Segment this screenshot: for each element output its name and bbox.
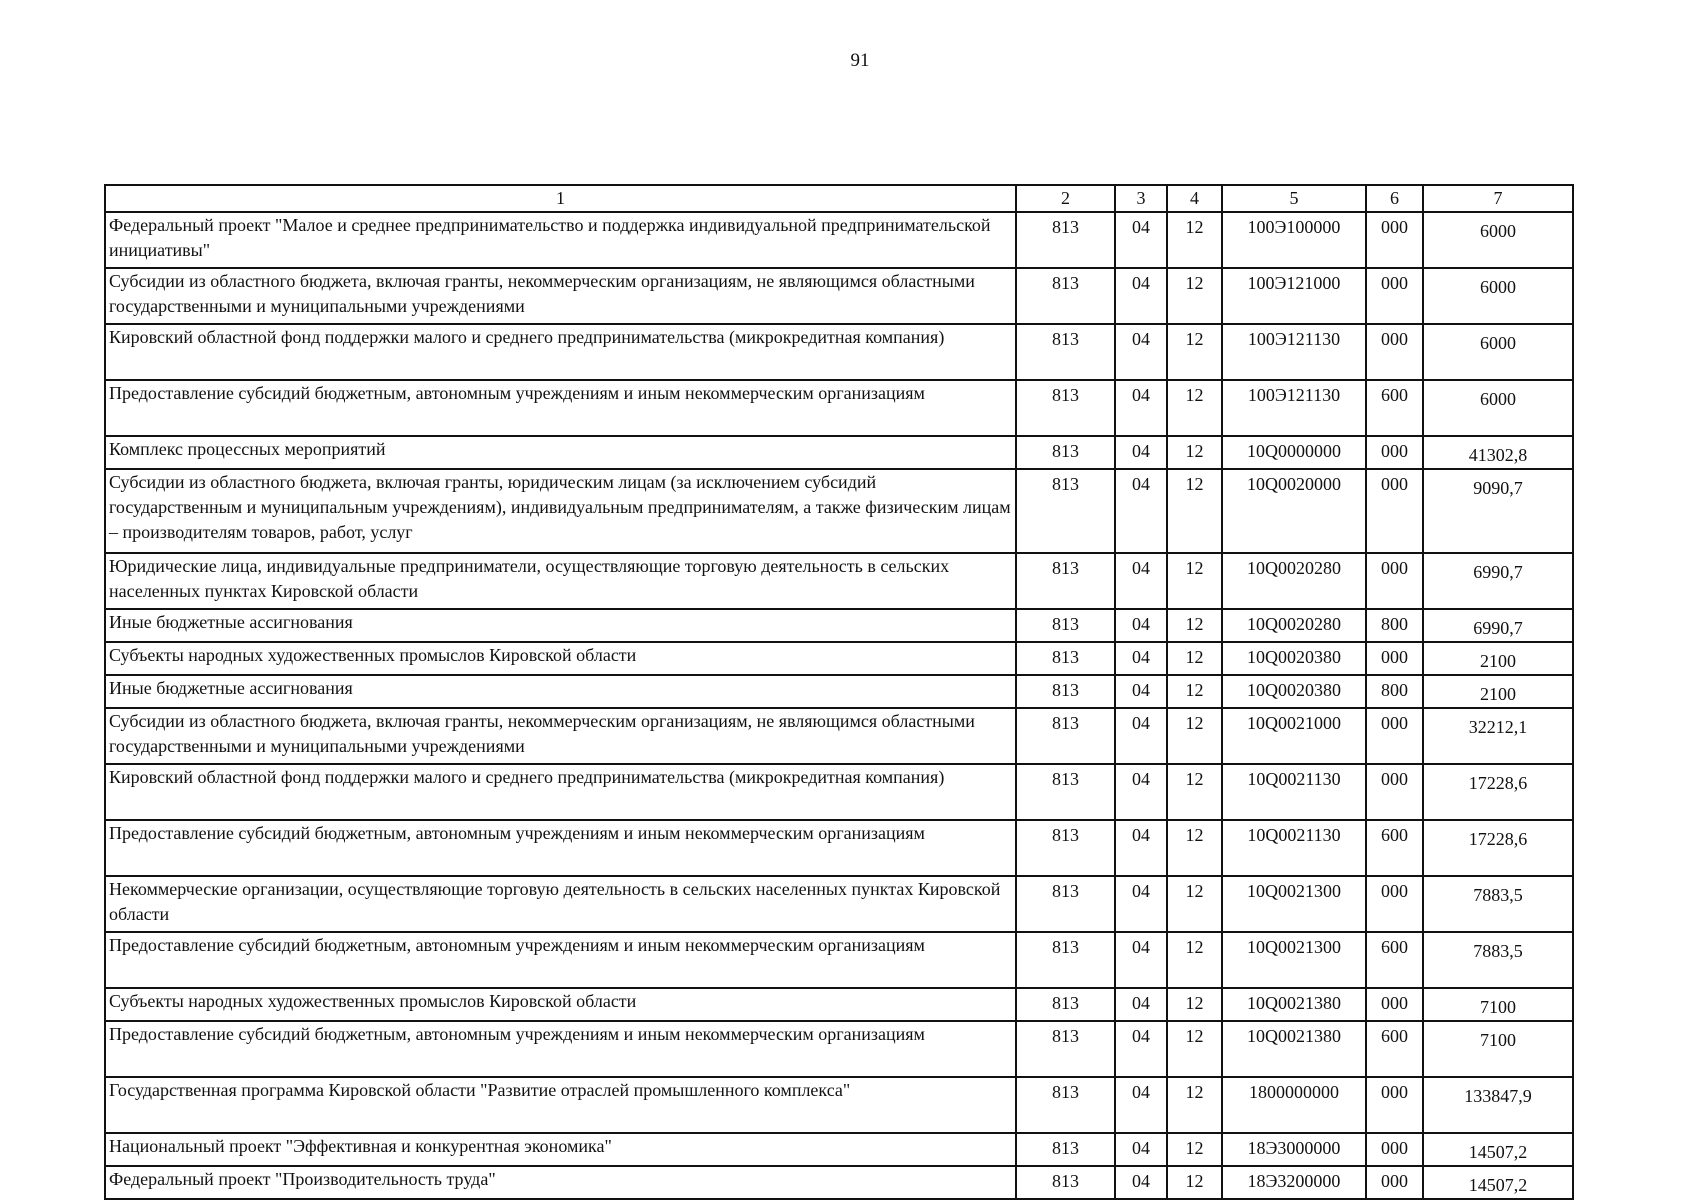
table-row — [105, 609, 1573, 642]
row-amount: 6990,7 — [1423, 553, 1573, 609]
row-col-3: 04 — [1115, 820, 1167, 876]
row-col-4: 12 — [1167, 212, 1222, 268]
row-amount: 7100 — [1423, 988, 1573, 1021]
row-col-6: 000 — [1366, 876, 1423, 932]
row-amount: 17228,6 — [1423, 820, 1573, 876]
table-row — [105, 380, 1573, 436]
table-row — [105, 436, 1573, 469]
row-col-3: 04 — [1115, 324, 1167, 380]
row-name: Некоммерческие организации, осуществляющие торговую деятельность в сельских населенных пунктах Кировской области — [105, 876, 1016, 932]
row-col-6: 000 — [1366, 553, 1423, 609]
column-header: 7 — [1423, 185, 1573, 212]
row-col-2: 813 — [1016, 1021, 1115, 1077]
row-col-4: 12 — [1167, 876, 1222, 932]
row-col-3: 04 — [1115, 553, 1167, 609]
row-amount: 6000 — [1423, 268, 1573, 324]
row-col-3: 04 — [1115, 988, 1167, 1021]
row-col-5: 10Q0020280 — [1222, 609, 1366, 642]
row-col-4: 12 — [1167, 1133, 1222, 1166]
row-col-5: 1800000000 — [1222, 1077, 1366, 1133]
table-row — [105, 1021, 1573, 1077]
table-row — [105, 212, 1573, 268]
row-col-6: 800 — [1366, 609, 1423, 642]
row-col-3: 04 — [1115, 642, 1167, 675]
row-name: Федеральный проект "Малое и среднее предпринимательство и поддержка индивидуальной предпринимательской инициативы" — [105, 212, 1016, 268]
row-name: Субсидии из областного бюджета, включая гранты, некоммерческим организациям, не являющимся областными государственными и муниципальными учреждениями — [105, 708, 1016, 764]
row-name: Субсидии из областного бюджета, включая гранты, некоммерческим организациям, не являющимся областными государственными и муниципальными учреждениями — [105, 268, 1016, 324]
row-col-2: 813 — [1016, 324, 1115, 380]
row-col-3: 04 — [1115, 708, 1167, 764]
row-amount: 6000 — [1423, 324, 1573, 380]
row-col-3: 04 — [1115, 1133, 1167, 1166]
row-col-6: 000 — [1366, 212, 1423, 268]
row-col-2: 813 — [1016, 764, 1115, 820]
row-col-3: 04 — [1115, 268, 1167, 324]
row-name: Государственная программа Кировской области "Развитие отраслей промышленного комплекса" — [105, 1077, 1016, 1133]
row-col-2: 813 — [1016, 380, 1115, 436]
row-col-2: 813 — [1016, 675, 1115, 708]
row-name: Субъекты народных художественных промыслов Кировской области — [105, 988, 1016, 1021]
row-col-2: 813 — [1016, 469, 1115, 553]
row-amount: 7883,5 — [1423, 876, 1573, 932]
row-col-5: 100Э121000 — [1222, 268, 1366, 324]
row-amount: 6000 — [1423, 212, 1573, 268]
row-col-6: 000 — [1366, 642, 1423, 675]
row-col-4: 12 — [1167, 988, 1222, 1021]
column-header: 3 — [1115, 185, 1167, 212]
table-row — [105, 764, 1573, 820]
row-col-5: 10Q0020380 — [1222, 642, 1366, 675]
row-col-4: 12 — [1167, 380, 1222, 436]
row-col-3: 04 — [1115, 764, 1167, 820]
row-col-2: 813 — [1016, 212, 1115, 268]
row-col-2: 813 — [1016, 932, 1115, 988]
table-row — [105, 988, 1573, 1021]
row-name: Субсидии из областного бюджета, включая гранты, юридическим лицам (за исключением субсидий государственным и муниципальным учреждениям), индивидуальным предпринимателям, а также физическим лицам – производителям товаров, работ, услуг — [105, 469, 1016, 553]
row-col-5: 18Э3200000 — [1222, 1166, 1366, 1199]
row-amount: 6000 — [1423, 380, 1573, 436]
row-col-5: 10Q0021130 — [1222, 820, 1366, 876]
row-name: Предоставление субсидий бюджетным, автономным учреждениям и иным некоммерческим организациям — [105, 932, 1016, 988]
row-col-6: 000 — [1366, 988, 1423, 1021]
table-row — [105, 675, 1573, 708]
table-row — [105, 932, 1573, 988]
row-amount: 17228,6 — [1423, 764, 1573, 820]
row-col-6: 000 — [1366, 708, 1423, 764]
column-header: 1 — [105, 185, 1016, 212]
row-col-6: 000 — [1366, 1133, 1423, 1166]
row-amount: 133847,9 — [1423, 1077, 1573, 1133]
row-col-6: 000 — [1366, 469, 1423, 553]
row-col-6: 600 — [1366, 1021, 1423, 1077]
table-row — [105, 1077, 1573, 1133]
row-amount: 2100 — [1423, 642, 1573, 675]
row-col-4: 12 — [1167, 820, 1222, 876]
row-col-5: 10Q0021300 — [1222, 932, 1366, 988]
row-col-5: 18Э3000000 — [1222, 1133, 1366, 1166]
row-col-3: 04 — [1115, 469, 1167, 553]
table-row — [105, 268, 1573, 324]
row-col-2: 813 — [1016, 1166, 1115, 1199]
row-col-6: 000 — [1366, 764, 1423, 820]
table-row — [105, 876, 1573, 932]
row-amount: 7883,5 — [1423, 932, 1573, 988]
row-col-4: 12 — [1167, 1077, 1222, 1133]
row-col-4: 12 — [1167, 553, 1222, 609]
row-col-3: 04 — [1115, 675, 1167, 708]
row-col-5: 100Э121130 — [1222, 324, 1366, 380]
row-name: Федеральный проект "Производительность труда" — [105, 1166, 1016, 1199]
row-amount: 6990,7 — [1423, 609, 1573, 642]
row-col-4: 12 — [1167, 932, 1222, 988]
row-amount: 32212,1 — [1423, 708, 1573, 764]
table-row — [105, 708, 1573, 764]
row-col-5: 10Q0021130 — [1222, 764, 1366, 820]
row-col-3: 04 — [1115, 212, 1167, 268]
row-name: Иные бюджетные ассигнования — [105, 609, 1016, 642]
row-col-2: 813 — [1016, 268, 1115, 324]
column-header: 5 — [1222, 185, 1366, 212]
table-row — [105, 469, 1573, 553]
row-col-2: 813 — [1016, 820, 1115, 876]
row-amount: 9090,7 — [1423, 469, 1573, 553]
row-col-5: 10Q0020380 — [1222, 675, 1366, 708]
row-col-3: 04 — [1115, 380, 1167, 436]
row-col-2: 813 — [1016, 1077, 1115, 1133]
row-col-3: 04 — [1115, 1166, 1167, 1199]
row-col-3: 04 — [1115, 1077, 1167, 1133]
row-col-2: 813 — [1016, 642, 1115, 675]
row-col-3: 04 — [1115, 1021, 1167, 1077]
row-col-5: 10Q0021380 — [1222, 988, 1366, 1021]
row-col-4: 12 — [1167, 764, 1222, 820]
row-col-5: 10Q0000000 — [1222, 436, 1366, 469]
row-col-6: 000 — [1366, 324, 1423, 380]
row-col-2: 813 — [1016, 609, 1115, 642]
table-row — [105, 1133, 1573, 1166]
row-col-4: 12 — [1167, 609, 1222, 642]
row-name: Предоставление субсидий бюджетным, автономным учреждениям и иным некоммерческим организациям — [105, 820, 1016, 876]
row-name: Предоставление субсидий бюджетным, автономным учреждениям и иным некоммерческим организациям — [105, 1021, 1016, 1077]
row-name: Юридические лица, индивидуальные предприниматели, осуществляющие торговую деятельность в сельских населенных пунктах Кировской области — [105, 553, 1016, 609]
budget-table — [104, 184, 1574, 1200]
row-col-6: 800 — [1366, 675, 1423, 708]
table-row — [105, 1166, 1573, 1199]
row-col-5: 10Q0021300 — [1222, 876, 1366, 932]
row-col-4: 12 — [1167, 1166, 1222, 1199]
row-amount: 41302,8 — [1423, 436, 1573, 469]
row-col-3: 04 — [1115, 436, 1167, 469]
column-header: 4 — [1167, 185, 1222, 212]
row-name: Кировский областной фонд поддержки малого и среднего предпринимательства (микрокредитная компания) — [105, 764, 1016, 820]
column-header: 2 — [1016, 185, 1115, 212]
row-col-4: 12 — [1167, 708, 1222, 764]
row-col-6: 600 — [1366, 380, 1423, 436]
column-header: 6 — [1366, 185, 1423, 212]
row-amount: 7100 — [1423, 1021, 1573, 1077]
table-row — [105, 553, 1573, 609]
row-col-3: 04 — [1115, 609, 1167, 642]
row-col-4: 12 — [1167, 1021, 1222, 1077]
row-col-2: 813 — [1016, 708, 1115, 764]
row-col-2: 813 — [1016, 876, 1115, 932]
row-name: Национальный проект "Эффективная и конкурентная экономика" — [105, 1133, 1016, 1166]
row-name: Комплекс процессных мероприятий — [105, 436, 1016, 469]
row-col-4: 12 — [1167, 268, 1222, 324]
row-name: Иные бюджетные ассигнования — [105, 675, 1016, 708]
row-col-6: 600 — [1366, 820, 1423, 876]
row-name: Кировский областной фонд поддержки малого и среднего предпринимательства (микрокредитная компания) — [105, 324, 1016, 380]
row-amount: 14507,2 — [1423, 1166, 1573, 1199]
page-number: 91 — [850, 50, 870, 71]
row-col-5: 100Э121130 — [1222, 380, 1366, 436]
row-col-4: 12 — [1167, 324, 1222, 380]
row-col-6: 000 — [1366, 436, 1423, 469]
row-col-6: 000 — [1366, 1166, 1423, 1199]
row-name: Предоставление субсидий бюджетным, автономным учреждениям и иным некоммерческим организациям — [105, 380, 1016, 436]
row-col-4: 12 — [1167, 675, 1222, 708]
table-row — [105, 642, 1573, 675]
row-col-6: 000 — [1366, 1077, 1423, 1133]
row-col-2: 813 — [1016, 988, 1115, 1021]
row-col-4: 12 — [1167, 642, 1222, 675]
table-row — [105, 820, 1573, 876]
row-amount: 2100 — [1423, 675, 1573, 708]
row-col-2: 813 — [1016, 1133, 1115, 1166]
row-col-2: 813 — [1016, 553, 1115, 609]
row-col-6: 600 — [1366, 932, 1423, 988]
row-col-5: 10Q0021000 — [1222, 708, 1366, 764]
row-amount: 14507,2 — [1423, 1133, 1573, 1166]
row-col-4: 12 — [1167, 469, 1222, 553]
row-col-5: 10Q0020000 — [1222, 469, 1366, 553]
table-row — [105, 324, 1573, 380]
row-col-4: 12 — [1167, 436, 1222, 469]
row-col-5: 100Э100000 — [1222, 212, 1366, 268]
row-col-2: 813 — [1016, 436, 1115, 469]
row-name: Субъекты народных художественных промыслов Кировской области — [105, 642, 1016, 675]
row-col-6: 000 — [1366, 268, 1423, 324]
row-col-3: 04 — [1115, 876, 1167, 932]
row-col-3: 04 — [1115, 932, 1167, 988]
table-header-row — [105, 185, 1573, 212]
row-col-5: 10Q0020280 — [1222, 553, 1366, 609]
row-col-5: 10Q0021380 — [1222, 1021, 1366, 1077]
